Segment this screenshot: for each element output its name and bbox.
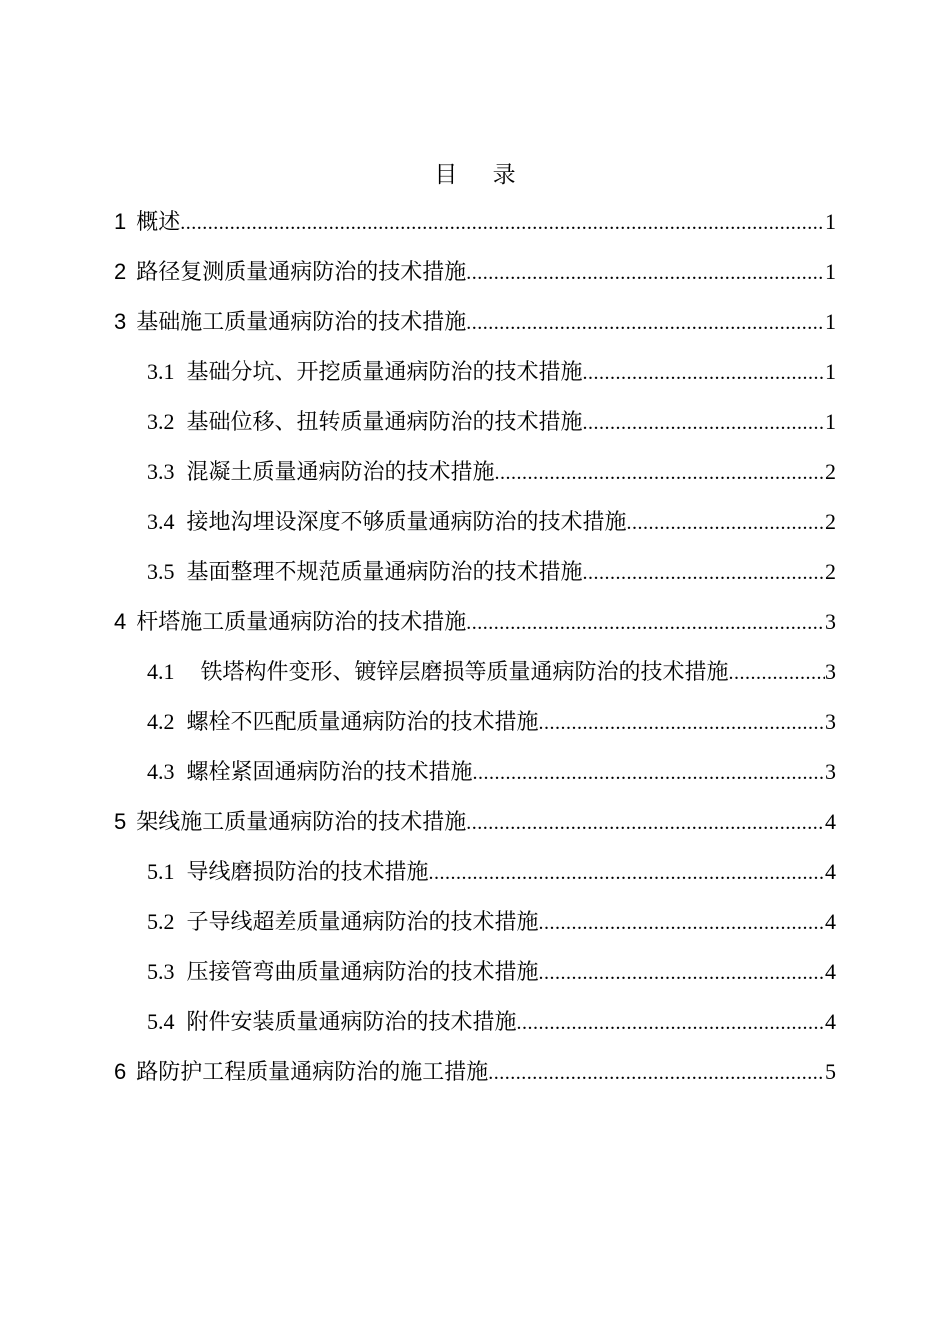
toc-entry-title: 基础施工质量通病防治的技术措施 — [136, 310, 467, 335]
toc-leader-dots — [583, 557, 825, 589]
toc-leader-dots — [729, 657, 825, 689]
toc-entry-title: 基面整理不规范质量通病防治的技术措施 — [186, 560, 583, 585]
toc-entry-title: 路径复测质量通病防治的技术措施 — [136, 260, 467, 285]
toc-leader-dots — [539, 907, 825, 939]
toc-entry-page: 1 — [825, 359, 836, 384]
toc-entry-page: 4 — [825, 1009, 836, 1034]
toc-entry-title: 螺栓不匹配质量通病防治的技术措施 — [186, 710, 539, 735]
toc-entry-number: 6 — [114, 1059, 127, 1084]
toc-subentry[interactable] — [147, 556, 836, 588]
toc-entry[interactable] — [114, 306, 836, 338]
toc-entry-number: 2 — [114, 259, 127, 284]
toc-subentry[interactable] — [147, 406, 836, 438]
toc-subentry[interactable] — [147, 1006, 836, 1038]
toc-subentry[interactable] — [147, 956, 836, 988]
toc-subentry[interactable] — [147, 356, 836, 388]
toc-entry-title: 子导线超差质量通病防治的技术措施 — [186, 910, 539, 935]
toc-entry-page: 4 — [825, 859, 836, 884]
toc-leader-dots — [180, 207, 825, 239]
toc-entry-title: 附件安装质量通病防治的技术措施 — [186, 1010, 517, 1035]
toc-leader-dots — [583, 357, 825, 389]
toc-entry-number: 5.2 — [147, 909, 175, 934]
toc-subentry[interactable] — [147, 856, 836, 888]
toc-entry-page: 3 — [825, 709, 836, 734]
toc-entry-page: 5 — [825, 1059, 836, 1084]
toc-leader-dots — [495, 457, 825, 489]
toc-entry-title: 铁塔构件变形、镀锌层磨损等质量通病防治的技术措施 — [200, 660, 729, 685]
toc-subentry[interactable] — [147, 706, 836, 738]
toc-subentry[interactable] — [147, 506, 836, 538]
toc-entry-title: 螺栓紧固通病防治的技术措施 — [186, 760, 473, 785]
toc-entry-page: 3 — [825, 609, 836, 634]
toc-entry[interactable] — [114, 606, 836, 638]
toc-entry-number: 1 — [114, 209, 127, 234]
toc-leader-dots — [488, 1057, 825, 1089]
toc-leader-dots — [466, 257, 825, 289]
toc-entry-title: 架线施工质量通病防治的技术措施 — [136, 810, 467, 835]
toc-leader-dots — [539, 957, 825, 989]
toc-entry-number: 4.2 — [147, 709, 175, 734]
toc-entry-page: 2 — [825, 559, 836, 584]
toc-entry[interactable] — [114, 256, 836, 288]
toc-entry-page: 1 — [825, 209, 836, 234]
toc-leader-dots — [429, 857, 825, 889]
toc-title: 目 录 — [434, 162, 530, 188]
toc-entry-number: 4.1 — [147, 659, 175, 684]
toc-entry-number: 5.3 — [147, 959, 175, 984]
toc-entry-number: 3.2 — [147, 409, 175, 434]
toc-entry-number: 3.3 — [147, 459, 175, 484]
toc-entry-number: 3.5 — [147, 559, 175, 584]
toc-leader-dots — [473, 757, 825, 789]
toc-subentry[interactable] — [147, 906, 836, 938]
toc-entry-title: 导线磨损防治的技术措施 — [186, 860, 429, 885]
toc-entry-page: 4 — [825, 809, 836, 834]
toc-subentry[interactable] — [147, 756, 836, 788]
toc-entry[interactable] — [114, 1056, 836, 1088]
toc-entry-title: 压接管弯曲质量通病防治的技术措施 — [186, 960, 539, 985]
toc-entry-title: 基础分坑、开挖质量通病防治的技术措施 — [186, 360, 583, 385]
toc-entry-number: 5.1 — [147, 859, 175, 884]
toc-entry-page: 1 — [825, 309, 836, 334]
toc-leader-dots — [517, 1007, 825, 1039]
toc-entry-page: 3 — [825, 659, 836, 684]
toc-entry[interactable] — [114, 806, 836, 838]
toc-entry-title: 路防护工程质量通病防治的施工措施 — [136, 1060, 489, 1085]
toc-entry-number: 4 — [114, 609, 127, 634]
toc-leader-dots — [466, 607, 825, 639]
toc-entry-page: 4 — [825, 909, 836, 934]
toc-entry-page: 1 — [825, 259, 836, 284]
toc-entry-page: 3 — [825, 759, 836, 784]
toc-subentry[interactable] — [147, 456, 836, 488]
toc-subentry[interactable] — [147, 656, 836, 688]
toc-entry-number: 4.3 — [147, 759, 175, 784]
toc-entry-title: 基础位移、扭转质量通病防治的技术措施 — [186, 410, 583, 435]
toc-entry-title: 混凝土质量通病防治的技术措施 — [186, 460, 495, 485]
toc-entry-number: 3.4 — [147, 509, 175, 534]
toc-entry-title: 概述 — [136, 210, 181, 235]
toc-entry-page: 2 — [825, 459, 836, 484]
toc-entry-number: 5.4 — [147, 1009, 175, 1034]
toc-entry[interactable] — [114, 206, 836, 238]
toc-leader-dots — [466, 307, 825, 339]
toc-leader-dots — [627, 507, 825, 539]
toc-entry-page: 4 — [825, 959, 836, 984]
toc-entry-title: 接地沟埋设深度不够质量通病防治的技术措施 — [186, 510, 627, 535]
toc-entry-number: 3 — [114, 309, 127, 334]
toc-leader-dots — [583, 407, 825, 439]
toc-leader-dots — [539, 707, 825, 739]
toc-entry-page: 2 — [825, 509, 836, 534]
toc-entry-number: 3.1 — [147, 359, 175, 384]
toc-entry-page: 1 — [825, 409, 836, 434]
toc-leader-dots — [466, 807, 825, 839]
toc-entry-number: 5 — [114, 809, 127, 834]
toc-entry-title: 杆塔施工质量通病防治的技术措施 — [136, 610, 467, 635]
